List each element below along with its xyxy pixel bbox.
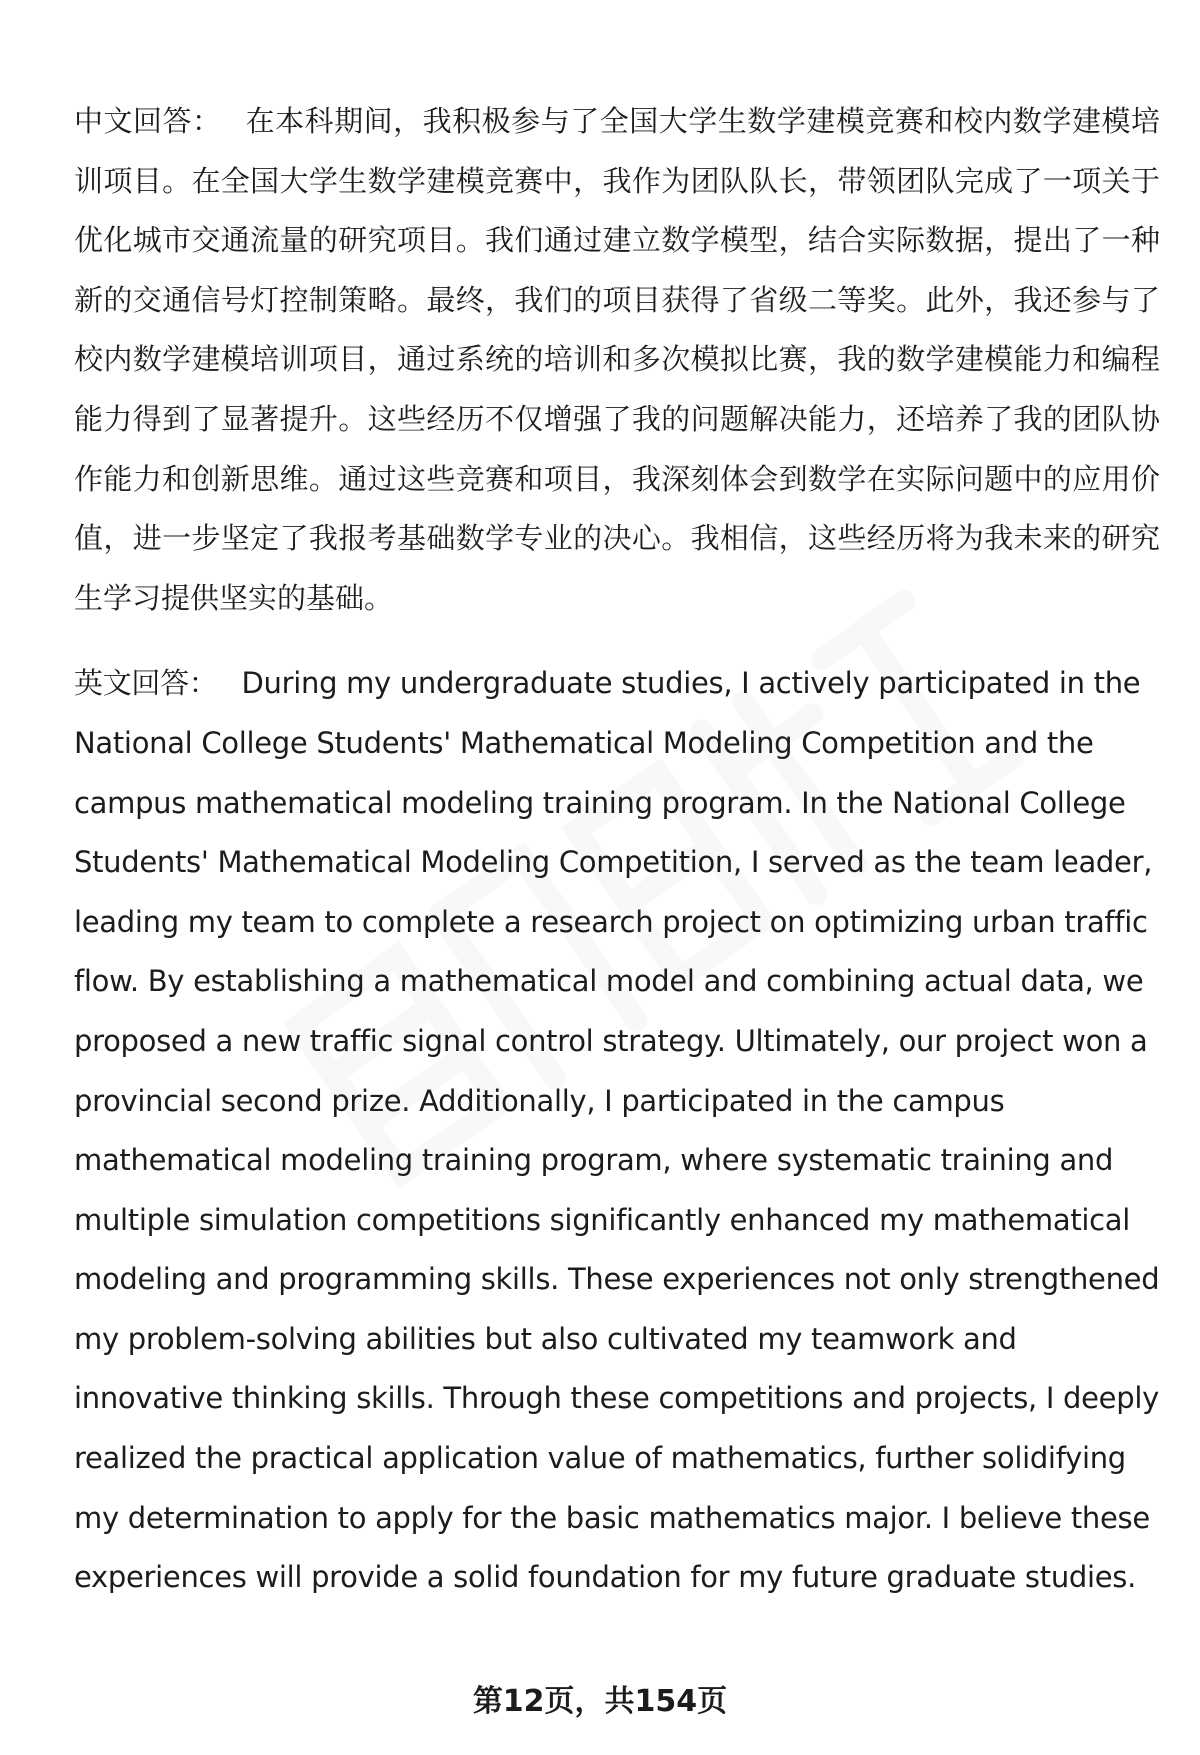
chinese-answer-label: 中文回答： (74, 104, 222, 138)
english-answer-paragraph (74, 654, 1160, 1608)
chinese-answer-paragraph (74, 92, 1160, 628)
english-answer-text: During my undergraduate studies, I actively participated in the National College Students' Mathematical Modeling Competition and the campus mathematical modeling training program. In the National College Students' Mathematical Modeling Competition, I served as the team leader, leading my team to complete a research project on optimizing urban traffic flow. By establishing a mathematical model and combining actual data, we proposed a new traffic signal control strategy. Ultimately, our project won a provincial second prize. Additionally, I participated in the campus mathematical modeling training program, where systematic training and multiple simulation competitions significantly enhanced my mathematical modeling and programming skills. These experiences not only strengthened my problem-solving abilities but also cultivated my teamwork and innovative thinking skills. Through these competitions and projects, I deeply realized the practical application value of mathematics, further solidifying my determination to apply for the basic mathematics major. I believe these experiences will provide a solid foundation for my future graduate studies. (74, 666, 1160, 1595)
page-number-footer: 第12页，共154页 (472, 1684, 728, 1719)
chinese-answer-text: 在本科期间，我积极参与了全国大学生数学建模竞赛和校内数学建模培训项目。在全国大学生数学建模竞赛中，我作为团队队长，带领团队完成了一项关于优化城市交通流量的研究项目。我们通过建立数学模型，结合实际数据，提出了一种新的交通信号灯控制策略。最终，我们的项目获得了省级二等奖。此外，我还参与了校内数学建模培训项目，通过系统的培训和多次模拟比赛，我的数学建模能力和编程能力得到了显著提升。这些经历不仅增强了我的问题解决能力，还培养了我的团队协作能力和创新思维。通过这些竞赛和项目，我深刻体会到数学在实际问题中的应用价值，进一步坚定了我报考基础数学专业的决心。我相信，这些经历将为我未来的研究生学习提供坚实的基础。 (74, 104, 1160, 615)
document-body (74, 92, 1160, 1608)
english-answer-label: 英文回答： (74, 666, 218, 701)
